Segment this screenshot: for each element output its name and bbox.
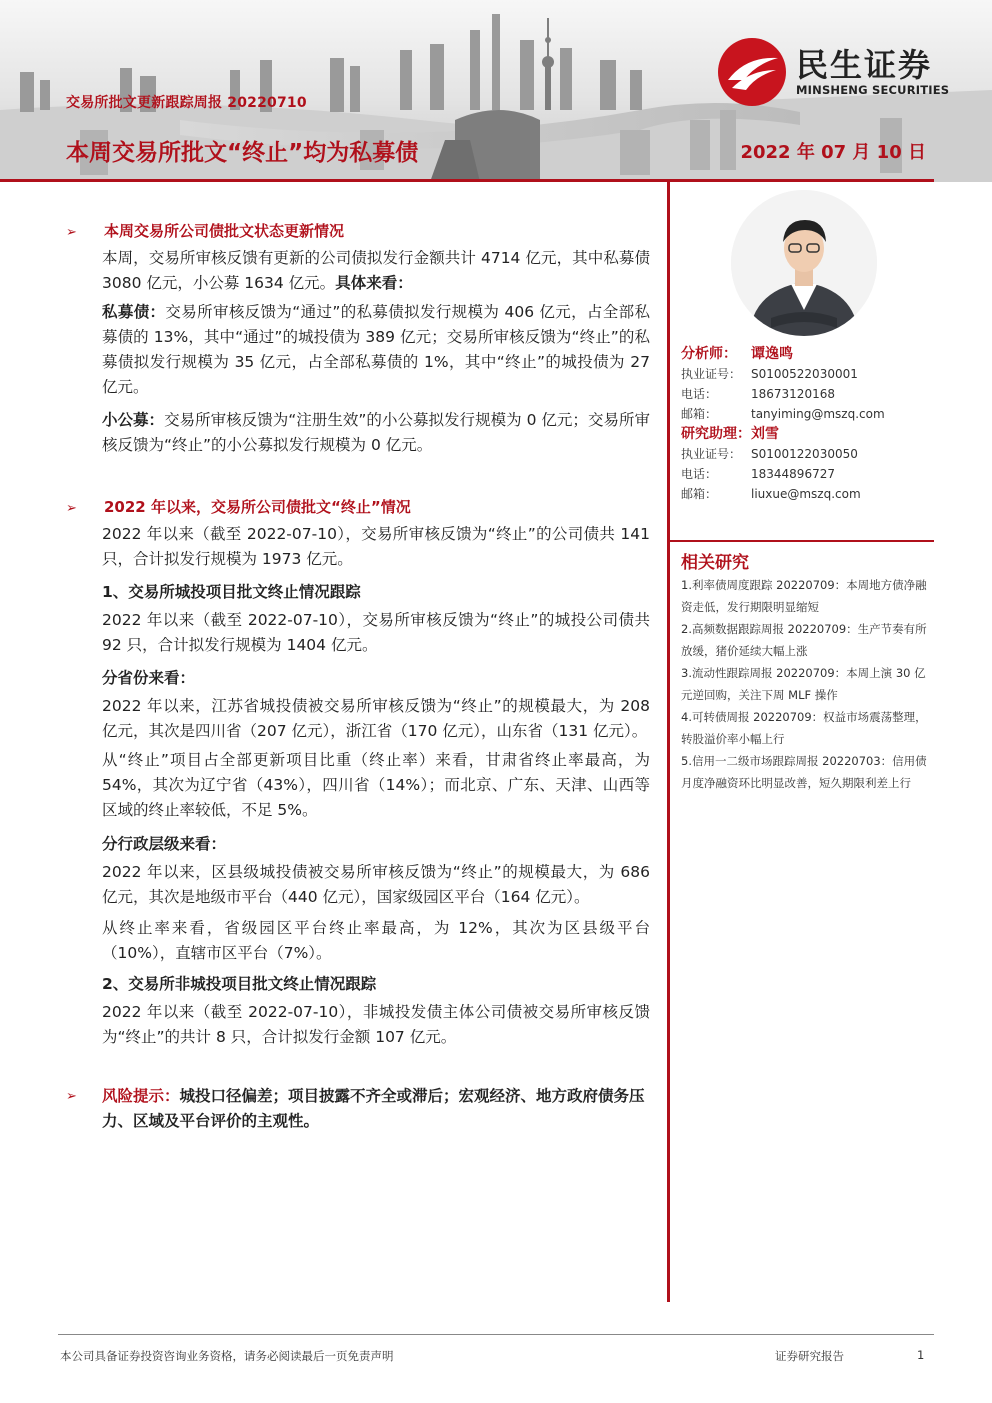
- section-heading-text: 2022 年以来，交易所公司债批文“终止”情况: [104, 498, 411, 516]
- cert-label: 执业证号：: [681, 447, 742, 461]
- paragraph-bold-text: 具体来看：: [335, 274, 413, 292]
- paragraph-admin-rate: [102, 916, 650, 966]
- page-number: 1: [917, 1348, 925, 1362]
- column-divider: [667, 182, 670, 1302]
- paragraph-text: 从终止率来看，省级园区平台终止率最高，为 12%，其次为区县级平台（10%），直辖市区平台（7%）。: [102, 919, 650, 962]
- assistant-role-row: [681, 423, 779, 443]
- risk-label: 风险提示：: [102, 1087, 180, 1105]
- footer-divider: [58, 1334, 934, 1335]
- related-item[interactable]: 3.流动性跟踪周报 20220709：本周上演 30 亿元逆回购，关注下周 MLF 操作: [681, 666, 926, 702]
- paragraph-chengtou-total: [102, 608, 650, 658]
- section-heading-text: 本周交易所公司债批文状态更新情况: [104, 222, 345, 240]
- bullet-arrow-icon: ➢: [66, 225, 77, 240]
- bullet-arrow-icon: ➢: [66, 1089, 77, 1104]
- banner-divider: [0, 179, 934, 182]
- paragraph-admin-scale: [102, 860, 650, 910]
- header-banner: [0, 0, 992, 182]
- paragraph-text: 从“终止”项目占全部更新项目比重（终止率）来看，甘肃省终止率最高，为 54%，其次为辽宁省（43%），四川省（14%）；而北京、广东、天津、山西等区域的终止率较低，不足 5%。: [102, 751, 650, 819]
- analyst-phone-row: [681, 385, 835, 402]
- risk-warning: [102, 1084, 650, 1134]
- paragraph-text: 2022 年以来（截至 2022-07-10），交易所审核反馈为“终止”的公司债共 141 只，合计拟发行规模为 1973 亿元。: [102, 525, 650, 568]
- related-item[interactable]: 5.信用一二级市场跟踪周报 20220703：信用债月度净融资环比明显改善，短久期限利差上行: [681, 754, 927, 790]
- related-item[interactable]: 2.高频数据跟踪周报 20220709：生产节奏有所放缓，猪价延续大幅上涨: [681, 622, 927, 658]
- analyst-phone: 18673120168: [751, 387, 835, 401]
- paragraph-text: 本周，交易所审核反馈有更新的公司债拟发行金额共计 4714 亿元，其中私募债 3080 亿元，小公募 1634 亿元。: [102, 249, 650, 292]
- paragraph-province-scale: [102, 694, 650, 744]
- footer-report-type: 证券研究报告: [775, 1349, 844, 1363]
- analyst-email-row: [681, 405, 885, 422]
- paragraph-text: 交易所审核反馈为“注册生效”的小公募拟发行规模为 0 亿元；交易所审核反馈为“终止”的小公募拟发行规模为 0 亿元。: [102, 411, 650, 454]
- phone-label: 电话：: [681, 387, 718, 401]
- analyst-portrait-image: [731, 190, 877, 336]
- footer-disclaimer: 本公司具备证券投资咨询业务资格，请务必阅读最后一页免责声明: [60, 1349, 394, 1363]
- subheading-by-province: 分省份来看：: [102, 669, 196, 687]
- logo-name-en: MINSHENG SECURITIES: [796, 83, 950, 97]
- related-research-list: [681, 574, 929, 794]
- assistant-name: 刘雪: [751, 426, 779, 442]
- company-logo: [716, 36, 966, 106]
- paragraph-text: 交易所审核反馈为“通过”的私募债拟发行规模为 406 亿元，占全部私募债的 13%，其中“通过”的城投债为 389 亿元；交易所审核反馈为“终止”的私募债拟发行规模为 35 亿元，占全部私募债的 1%，其中“终止”的城投债为 27 亿元。: [102, 303, 650, 396]
- subheading-non-chengtou: 2、交易所非城投项目批文终止情况跟踪: [102, 975, 377, 993]
- analyst-role-row: [681, 343, 793, 363]
- paragraph-small-public: [102, 408, 650, 458]
- cert-label: 执业证号：: [681, 367, 742, 381]
- paragraph-label: 私募债：: [102, 303, 166, 321]
- paragraph-text: 2022 年以来，区县级城投债被交易所审核反馈为“终止”的规模最大，为 686 亿元，其次是地级市平台（440 亿元），国家级园区平台（164 亿元）。: [102, 863, 650, 906]
- paragraph-terminated-total: [102, 522, 650, 572]
- email-label: 邮箱：: [681, 487, 718, 501]
- phone-label: 电话：: [681, 467, 718, 481]
- paragraph-non-chengtou: [102, 1000, 650, 1050]
- related-item[interactable]: 4.可转债周报 20220709：权益市场震荡整理，转股溢价率小幅上行: [681, 710, 927, 746]
- email-label: 邮箱：: [681, 407, 718, 421]
- related-research-heading: 相关研究: [681, 553, 749, 573]
- risk-bullet: [66, 1086, 104, 1104]
- report-date: 2022 年 07 月 10 日: [740, 142, 926, 163]
- assistant-phone-row: [681, 465, 835, 482]
- analyst-cert-number: S0100522030001: [751, 367, 858, 381]
- report-series-title: 交易所批文更新跟踪周报 20220710: [66, 95, 307, 111]
- logo-name-cn: 民生证券: [796, 46, 933, 84]
- analyst-role-label: 分析师：: [681, 346, 737, 362]
- paragraph-weekly-summary: [102, 246, 650, 296]
- paragraph-label: 小公募：: [102, 411, 165, 429]
- assistant-role-label: 研究助理：: [681, 426, 751, 442]
- report-title: 本周交易所批文“终止”均为私募债: [66, 140, 419, 166]
- analyst-name: 谭逸鸣: [751, 346, 793, 362]
- section-heading-weekly: [66, 220, 344, 241]
- paragraph-private-bonds: [102, 300, 650, 400]
- section-heading-terminated: [66, 496, 411, 517]
- bullet-arrow-icon: ➢: [66, 501, 77, 516]
- assistant-cert-number: S0100122030050: [751, 447, 858, 461]
- analyst-cert-row: [681, 365, 858, 382]
- related-item[interactable]: 1.利率债周度跟踪 20220709：本周地方债净融资走低，发行期限明显缩短: [681, 578, 927, 614]
- paragraph-text: 2022 年以来，江苏省城投债被交易所审核反馈为“终止”的规模最大，为 208 亿元，其次是四川省（207 亿元），浙江省（170 亿元），山东省（131 亿元）。: [102, 697, 650, 740]
- assistant-cert-row: [681, 445, 858, 462]
- analyst-photo: [731, 190, 877, 336]
- paragraph-text: 2022 年以来（截至 2022-07-10），非城投发债主体公司债被交易所审核反馈为“终止”的共计 8 只，合计拟发行金额 107 亿元。: [102, 1003, 650, 1046]
- subheading-chengtou: 1、交易所城投项目批文终止情况跟踪: [102, 583, 361, 601]
- logo-emblem-icon: [716, 36, 788, 108]
- subheading-by-admin-level: 分行政层级来看：: [102, 835, 227, 853]
- sidebar-divider: [670, 540, 934, 542]
- paragraph-province-rate: [102, 748, 650, 823]
- assistant-phone: 18344896727: [751, 467, 835, 481]
- risk-text: 城投口径偏差；项目披露不齐全或滞后；宏观经济、地方政府债务压力、区域及平台评价的主观性。: [102, 1087, 645, 1130]
- paragraph-text: 2022 年以来（截至 2022-07-10），交易所审核反馈为“终止”的城投公司债共 92 只，合计拟发行规模为 1404 亿元。: [102, 611, 650, 654]
- analyst-email[interactable]: tanyiming@mszq.com: [751, 407, 885, 421]
- assistant-email-row: [681, 485, 861, 502]
- assistant-email[interactable]: liuxue@mszq.com: [751, 487, 861, 501]
